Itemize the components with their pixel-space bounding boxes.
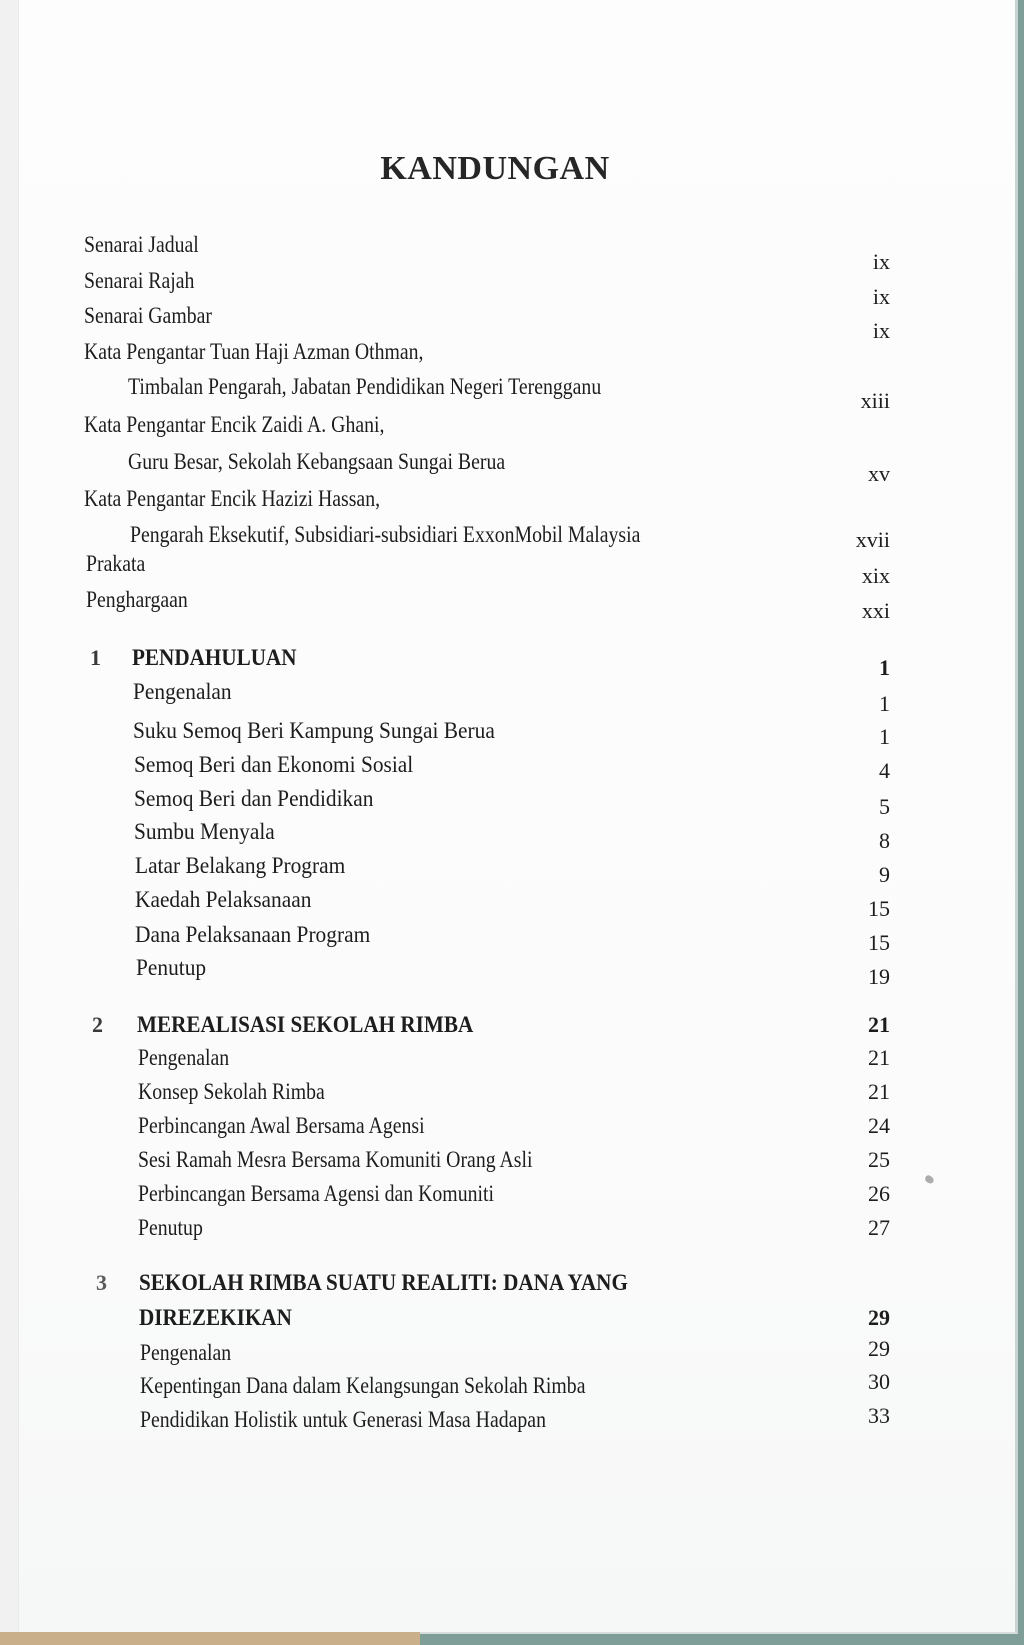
toc-entry-label: Kata Pengantar Tuan Haji Azman Othman, bbox=[84, 339, 424, 364]
toc-chapter-3-continuation bbox=[0, 1303, 1015, 1339]
section-label: Konsep Sekolah Rimba bbox=[138, 1079, 325, 1104]
section-page: 19 bbox=[868, 964, 890, 989]
section-page: 25 bbox=[868, 1147, 890, 1172]
toc-chapter-3 bbox=[0, 1268, 1015, 1304]
section-page: 5 bbox=[879, 794, 890, 819]
chapter-title: MEREALISASI SEKOLAH RIMBA bbox=[137, 1012, 474, 1037]
toc-entry-page: xxi bbox=[861, 598, 890, 623]
toc-entry-label: Senarai Rajah bbox=[84, 268, 195, 293]
toc-entry-page: ix bbox=[872, 284, 890, 309]
section-page: 1 bbox=[879, 724, 890, 749]
section-page: 9 bbox=[879, 862, 890, 887]
section-page: 33 bbox=[868, 1403, 890, 1428]
section-page: 21 bbox=[868, 1079, 890, 1104]
toc-entry-label: Penghargaan bbox=[86, 587, 188, 612]
section-label: Dana Pelaksanaan Program bbox=[135, 922, 371, 947]
toc-section bbox=[0, 750, 1015, 786]
toc-entry-page: ix bbox=[872, 318, 890, 343]
toc-entry-label: Senarai Jadual bbox=[84, 232, 199, 257]
toc-section bbox=[0, 716, 1015, 752]
toc-entry bbox=[0, 266, 1015, 309]
toc-entry-label: Senarai Gambar bbox=[84, 303, 212, 328]
toc-entry bbox=[0, 301, 1015, 343]
toc-entry-continuation bbox=[0, 447, 1015, 486]
toc-entry-page: xvii bbox=[855, 527, 890, 552]
chapter-page: 1 bbox=[879, 655, 890, 680]
section-label: Pendidikan Holistik untuk Generasi Masa Hadapan bbox=[140, 1407, 546, 1432]
toc-section bbox=[0, 1213, 1015, 1249]
section-label: Sumbu Menyala bbox=[134, 819, 275, 844]
toc-entry-label: Kata Pengantar Encik Hazizi Hassan, bbox=[84, 486, 381, 511]
toc-entry-page: xix bbox=[861, 563, 890, 588]
section-page: 27 bbox=[868, 1215, 890, 1240]
toc-entry bbox=[0, 410, 1015, 446]
toc-section bbox=[0, 1405, 1015, 1441]
section-page: 29 bbox=[868, 1336, 890, 1361]
toc-section bbox=[0, 1338, 1015, 1374]
toc-entry-page: ix bbox=[872, 249, 890, 274]
section-label: Pengenalan bbox=[133, 679, 232, 704]
section-page: 15 bbox=[868, 896, 890, 921]
toc-section bbox=[0, 1077, 1015, 1113]
toc-section bbox=[0, 1179, 1015, 1215]
section-label: Latar Belakang Program bbox=[135, 853, 346, 878]
toc-entry bbox=[0, 337, 1015, 373]
section-page: 30 bbox=[868, 1369, 890, 1394]
toc-entry bbox=[0, 585, 1015, 621]
desk-surface bbox=[0, 1632, 420, 1645]
toc-entry bbox=[0, 230, 1015, 274]
chapter-title-line2: DIREZEKIKAN bbox=[139, 1305, 292, 1330]
toc-entry-sublabel: Pengarah Eksekutif, Subsidiari-subsidiari ExxonMobil Malaysia bbox=[130, 522, 641, 547]
toc-entry bbox=[0, 484, 1015, 520]
chapter-number: 2 bbox=[92, 1012, 103, 1037]
section-label: Penutup bbox=[136, 955, 207, 980]
toc-entry-continuation bbox=[0, 372, 1015, 413]
toc-entry-sublabel: Guru Besar, Sekolah Kebangsaan Sungai Berua bbox=[128, 449, 506, 474]
section-label: Semoq Beri dan Ekonomi Sosial bbox=[134, 752, 414, 777]
section-page: 8 bbox=[879, 828, 890, 853]
page-title: KANDUNGAN bbox=[380, 150, 610, 187]
toc-section bbox=[0, 1145, 1015, 1181]
toc-section bbox=[0, 885, 1015, 921]
toc-entry-page: xiii bbox=[860, 388, 890, 413]
toc-chapter-1 bbox=[0, 643, 1015, 679]
section-label: Penutup bbox=[138, 1215, 203, 1240]
toc-section bbox=[0, 1043, 1015, 1079]
section-label: Perbincangan Awal Bersama Agensi bbox=[138, 1113, 425, 1138]
section-label: Pengenalan bbox=[140, 1340, 232, 1365]
chapter-title: PENDAHULUAN bbox=[132, 645, 297, 670]
toc-section bbox=[0, 1371, 1015, 1407]
toc-section bbox=[0, 817, 1015, 853]
toc-section bbox=[0, 784, 1015, 820]
section-label: Kepentingan Dana dalam Kelangsungan Sekolah Rimba bbox=[140, 1373, 586, 1398]
section-page: 24 bbox=[868, 1113, 890, 1138]
chapter-page: 29 bbox=[868, 1305, 890, 1330]
chapter-number: 1 bbox=[90, 645, 101, 670]
toc-section bbox=[0, 851, 1015, 887]
section-page: 1 bbox=[879, 691, 890, 716]
section-label: Perbincangan Bersama Agensi dan Komuniti bbox=[138, 1181, 494, 1206]
chapter-page: 21 bbox=[868, 1012, 890, 1037]
section-page: 4 bbox=[879, 758, 890, 783]
toc-section bbox=[0, 1111, 1015, 1147]
section-label: Sesi Ramah Mesra Bersama Komuniti Orang Asli bbox=[138, 1147, 533, 1172]
section-page: 21 bbox=[868, 1045, 890, 1070]
section-label: Semoq Beri dan Pendidikan bbox=[134, 786, 374, 811]
toc-entry-sublabel: Timbalan Pengarah, Jabatan Pendidikan Negeri Terengganu bbox=[128, 374, 602, 399]
toc-chapter-2 bbox=[0, 1010, 1015, 1046]
toc-section bbox=[0, 677, 1015, 716]
toc-entry bbox=[0, 549, 1015, 588]
chapter-number: 3 bbox=[96, 1270, 107, 1295]
toc-section bbox=[0, 920, 1015, 956]
toc-entry-label: Prakata bbox=[86, 551, 146, 576]
section-label: Pengenalan bbox=[138, 1045, 230, 1070]
toc-entry-page: xv bbox=[868, 461, 890, 486]
section-label: Kaedah Pelaksanaan bbox=[135, 887, 312, 912]
chapter-title: SEKOLAH RIMBA SUATU REALITI: DANA YANG bbox=[139, 1270, 628, 1295]
toc-entry-label: Kata Pengantar Encik Zaidi A. Ghani, bbox=[84, 412, 385, 437]
section-page: 26 bbox=[868, 1181, 890, 1206]
toc-section bbox=[0, 953, 1015, 989]
section-page: 15 bbox=[868, 930, 890, 955]
section-label: Suku Semoq Beri Kampung Sungai Berua bbox=[133, 718, 495, 743]
